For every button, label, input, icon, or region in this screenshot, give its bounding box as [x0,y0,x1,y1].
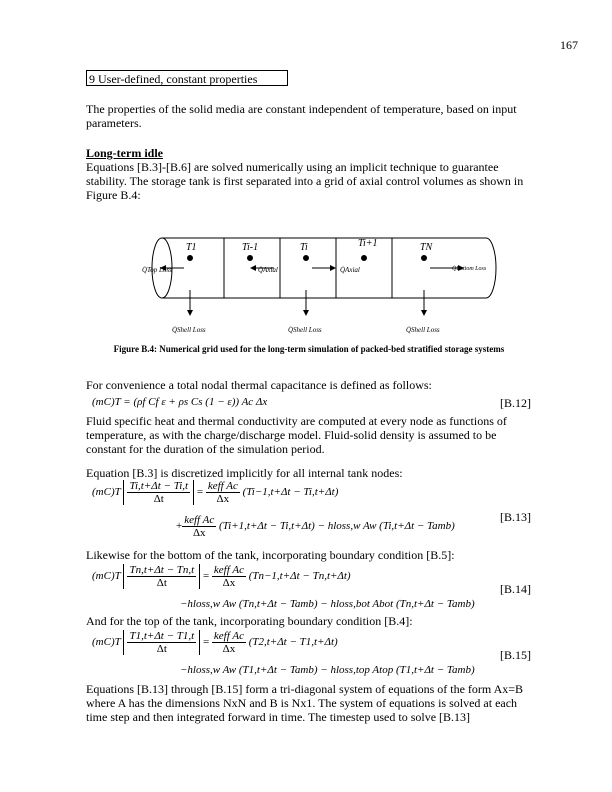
eq15-rhs1-term: (T2,t+Δt − T1,t+Δt) [248,636,338,649]
label-axial-right: Q̇Axial [340,266,360,274]
equation-b13-line2: + $\frac{\text{keff Ac}}{\Delta x}$ (Ti+1,t+Δt − Ti,t+Δt) − hloss,w Aw (Ti,t+Δt − Tamb) [176,514,455,539]
equation-b13-line1: (mC)T $\frac{Ti,t+\Delta t - Ti,t}{\Delta t}$ = $\frac{\text{keff Ac}}{\Delta x}$ (Ti−1,t+Δt − Ti,t+Δt) [92,480,339,505]
equation-tag-b15: [B.15] [500,648,531,662]
heading-long-term-idle: Long-term idle [86,146,163,160]
node-dot-4 [361,255,367,261]
eq13-rhs1-num: keff Ac [207,480,238,492]
equation-tag-b12: [B.12] [500,396,531,410]
equation-b14-line1: (mC)T $\frac{Tn,t+\Delta t - Tn,t}{\Delta t}$ = $\frac{\text{keff Ac}}{\Delta x}$ (Tn−1,t+Δt − Tn,t+Δt) [92,564,351,589]
node-dot-1 [187,255,193,261]
paragraph-bottom: Likewise for the bottom of the tank, incorporating boundary condition [B.5]: [86,548,455,562]
eq15-rhs1-num: keff Ac [213,630,244,642]
node-label-5: TN [420,242,433,253]
eq13-rhs2-term: (Ti+1,t+Δt − Ti,t+Δt) − hloss,w Aw (Ti,t+Δt − Tamb) [219,520,455,533]
equation-b15-line2: −hloss,w Aw (T1,t+Δt − Tamb) − hloss,top Atop (T1,t+Δt − Tamb) [180,664,475,676]
eq15-bracket [123,630,200,655]
node-label-4: Ti+1 [358,238,378,249]
paragraph-discretize: Equation [B.3] is discretized implicitly for all internal tank nodes: [86,466,403,480]
eq13-rhs1-den: Δx [216,493,230,505]
eq13-den: Δt [153,493,164,505]
eq14-lhs: (mC)T [92,570,121,583]
label-axial-left: Q̇Axial [258,266,278,274]
figure-numerical-grid [142,232,502,342]
eq13-rhs2-num: keff Ac [184,514,215,526]
eq15-num: T1,t+Δt − T1,t [129,630,195,642]
label-shell-loss-3: Q̇Shell Loss [406,326,440,334]
label-shell-loss-2: Q̇Shell Loss [288,326,322,334]
equation-tag-b14: [B.14] [500,582,531,596]
equation-tag-b13: [B.13] [500,510,531,524]
page-number: 167 [560,38,578,52]
eq15-rhs1-den: Δx [222,643,236,655]
node-label-3: Ti [300,242,308,253]
paragraph-capacitance: For convenience a total nodal thermal capacitance is defined as follows: [86,378,432,392]
eq15-lhs: (mC)T [92,636,121,649]
node-label-1: T1 [186,242,197,253]
eq13-rhs1-term: (Ti−1,t+Δt − Ti,t+Δt) [242,486,339,499]
eq14-num: Tn,t+Δt − Tn,t [129,564,195,576]
intro-paragraph: The properties of the solid media are constant independent of temperature, based on input parameters. [86,102,517,130]
eq13-bracket [123,480,194,505]
label-top-loss: Q̇Top Loss [142,266,172,274]
paragraph-fluid-properties: Fluid specific heat and thermal conductivity are computed at every node as functions of temperature, as with the charge/discharge model. Fluid-solid density is assumed to be constant for the duration of the simulation period. [86,414,507,456]
eq14-rhs1-den: Δx [222,577,236,589]
node-dot-3 [303,255,309,261]
paragraph-grid-intro: Equations [B.3]-[B.6] are solved numerically using an implicit technique to guarantee stability. The storage tank is first separated into a grid of axial control volumes as shown in Figure B.4: [86,160,524,202]
node-dot-5 [421,255,427,261]
equation-b12: (mC)T = (ρf Cf ε + ρs Cs (1 − ε)) Ac Δx [92,396,268,408]
node-dot-2 [247,255,253,261]
label-bottom-loss: Q̇Bottom Loss [452,266,487,272]
eq14-rhs1-num: keff Ac [213,564,244,576]
eq14-rhs1-term: (Tn−1,t+Δt − Tn,t+Δt) [248,570,351,583]
eq13-lhs: (mC)T [92,486,121,499]
eq13-num: Ti,t+Δt − Ti,t [129,480,189,492]
node-label-2: Ti-1 [242,242,259,253]
equation-b14-line2: −hloss,w Aw (Tn,t+Δt − Tamb) − hloss,bot Abot (Tn,t+Δt − Tamb) [180,598,475,610]
paragraph-top: And for the top of the tank, incorporating boundary condition [B.4]: [86,614,413,628]
eq14-bracket [123,564,200,589]
figure-caption: Figure B.4: Numerical grid used for the long-term simulation of packed-bed stratified storage systems [113,344,505,354]
eq14-den: Δt [156,577,167,589]
equation-b15-line1: (mC)T $\frac{T1,t+\Delta t - T1,t}{\Delta t}$ = $\frac{\text{keff Ac}}{\Delta x}$ (T2,t+Δt − T1,t+Δt) [92,630,338,655]
label-shell-loss-1: Q̇Shell Loss [172,326,206,334]
paragraph-tridiagonal: Equations [B.13] through [B.15] form a tri-diagonal system of equations of the form Ax=B where A has the dimensions NxN and B is Nx1. The system of equations is solved at each time step and then integrated forward in time. The timestep used to solve [B.13] [86,682,524,724]
eq15-den: Δt [156,643,167,655]
section-title-box: 9 User-defined, constant properties [86,70,288,86]
eq13-rhs2-den: Δx [192,527,206,539]
tank-right-end [486,238,496,298]
